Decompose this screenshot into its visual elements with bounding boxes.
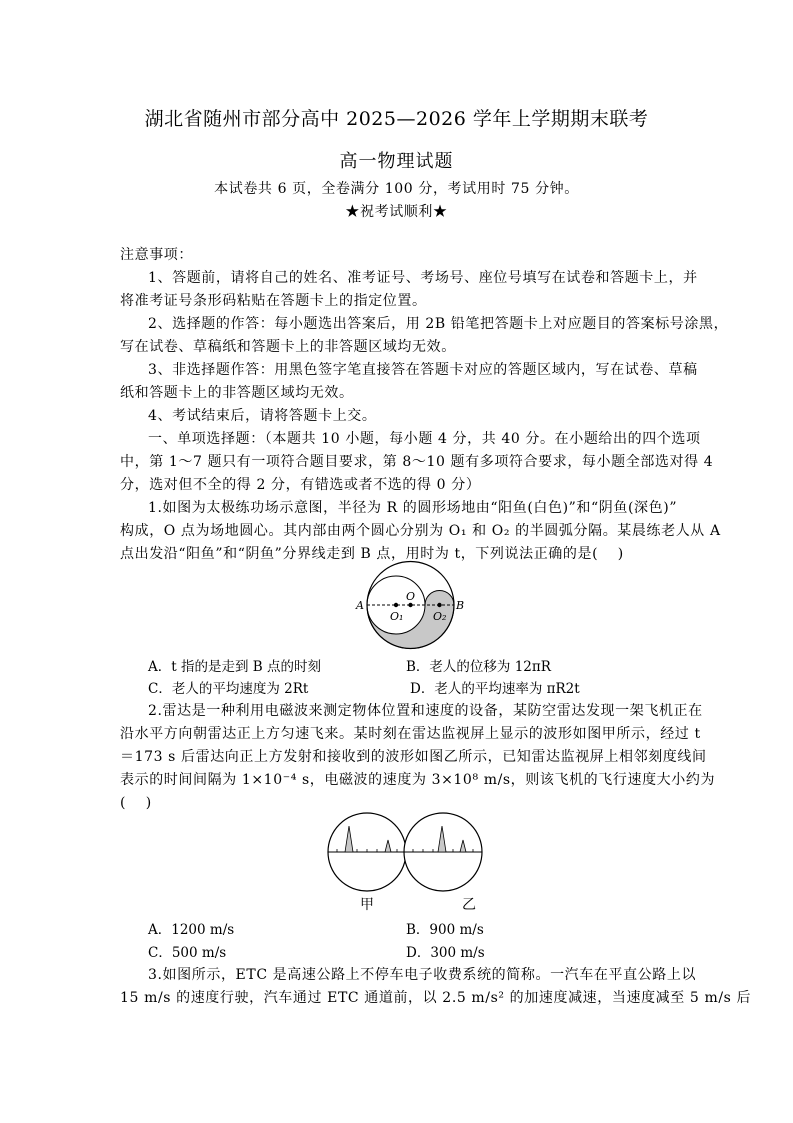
label-o: O xyxy=(406,590,416,603)
question-2-text: 表示的时间间隔为 1×10⁻⁴ s，电磁波的速度为 3×10⁸ m/s，则该飞机的飞行速度大小约为 xyxy=(120,772,716,788)
exam-info: 本试卷共 6 页，全卷满分 100 分，考试用时 75 分钟。 xyxy=(214,181,579,197)
q2-option-c: C．500 m/s xyxy=(148,945,227,961)
section-heading: 一、单项选择题：（本题共 10 小题，每小题 4 分，共 40 分。在小题给出的四个选项 xyxy=(148,431,701,447)
notice-line: 2、选择题的作答：每小题选出答案后，用 2B 铅笔把答题卡上对应题目的答案标号涂黑， xyxy=(148,316,729,332)
notice-heading: 注意事项： xyxy=(120,247,193,263)
notice-line: 写在试卷、草稿纸和答题卡上的非答题区域均无效。 xyxy=(120,339,456,355)
section-text: 中，第 1～7 题只有一项符合题目要求，第 8～10 题有多项符合要求，每小题全部选对得 4 xyxy=(120,454,714,470)
notice-line: 3、非选择题作答：用黑色签字笔直接答在答题卡对应的答题区域内，写在试卷、草稿 xyxy=(148,362,698,378)
radar-screens-figure xyxy=(325,812,485,892)
question-2-text: ＝173 s 后雷达向正上方发射和接收到的波形如图乙所示，已知雷达监视屏上相邻刻度线间 xyxy=(120,749,707,765)
point-o2 xyxy=(437,603,441,607)
label-o2: O₂ xyxy=(433,610,447,623)
label-a: A xyxy=(356,599,364,612)
exam-subtitle: 高一物理试题 xyxy=(339,151,454,172)
question-2-text: ( ) xyxy=(120,795,152,811)
point-o1 xyxy=(394,603,398,607)
q1-option-d: D．老人的平均速率为 πR2t xyxy=(410,681,580,697)
q1-option-c: C．老人的平均速度为 2Rt xyxy=(148,681,309,697)
q2-option-a: A．1200 m/s xyxy=(148,922,235,938)
question-3-text: 3.如图所示，ETC 是高速公路上不停车电子收费系统的简称。一汽车在平直公路上以 xyxy=(148,967,697,983)
q2-option-b: B．900 m/s xyxy=(406,922,484,938)
notice-line: 将准考证号条形码粘贴在答题卡上的指定位置。 xyxy=(120,293,427,309)
exam-title: 湖北省随州市部分高中 2025—2026 学年上学期期末联考 xyxy=(144,108,649,130)
exam-wish: ★祝考试顺利★ xyxy=(345,204,448,220)
q1-option-a: A．t 指的是走到 B 点的时刻 xyxy=(148,659,321,675)
notice-line: 1、答题前，请将自己的姓名、准考证号、考场号、座位号填写在试卷和答题卡上，并 xyxy=(148,270,698,286)
q1-option-b: B．老人的位移为 12πR xyxy=(406,659,551,675)
figure-label-jia: 甲 xyxy=(360,897,374,913)
label-b: B xyxy=(456,599,465,612)
question-3-text: 15 m/s 的速度行驶，汽车通过 ETC 通道前，以 2.5 m/s² 的加速度减速，当速度减至 5 m/s 后 xyxy=(120,990,752,1006)
q2-option-d: D．300 m/s xyxy=(406,945,485,961)
figure-label-yi: 乙 xyxy=(462,897,476,913)
question-2-text: 2.雷达是一种利用电磁波来测定物体位置和速度的设备，某防空雷达发现一架飞机正在 xyxy=(148,703,703,719)
question-2-text: 沿水平方向朝雷达正上方匀速飞来。某时刻在雷达监视屏上显示的波形如图甲所示，经过 t xyxy=(120,726,701,742)
section-text: 分，选对但不全的得 2 分，有错选或者不选的得 0 分） xyxy=(120,477,481,493)
question-1-text: 构成，O 点为场地圆心。其内部由两个圆心分别为 O₁ 和 O₂ 的半圆弧分隔。某晨练老人从 A xyxy=(120,523,721,539)
taiji-figure xyxy=(350,560,470,650)
label-o1: O₁ xyxy=(390,610,404,623)
notice-line: 4、考试结束后，请将答题卡上交。 xyxy=(148,408,377,424)
question-1-text: 点出发沿“阳鱼”和“阴鱼”分界线走到 B 点，用时为 t，下列说法正确的是( ) xyxy=(120,546,624,562)
notice-line: 纸和答题卡上的非答题区域均无效。 xyxy=(120,385,354,401)
point-o xyxy=(408,603,412,607)
question-1-text: 1.如图为太极练功场示意图，半径为 R 的圆形场地由“阳鱼(白色)”和“阴鱼(深色)” xyxy=(148,500,678,516)
